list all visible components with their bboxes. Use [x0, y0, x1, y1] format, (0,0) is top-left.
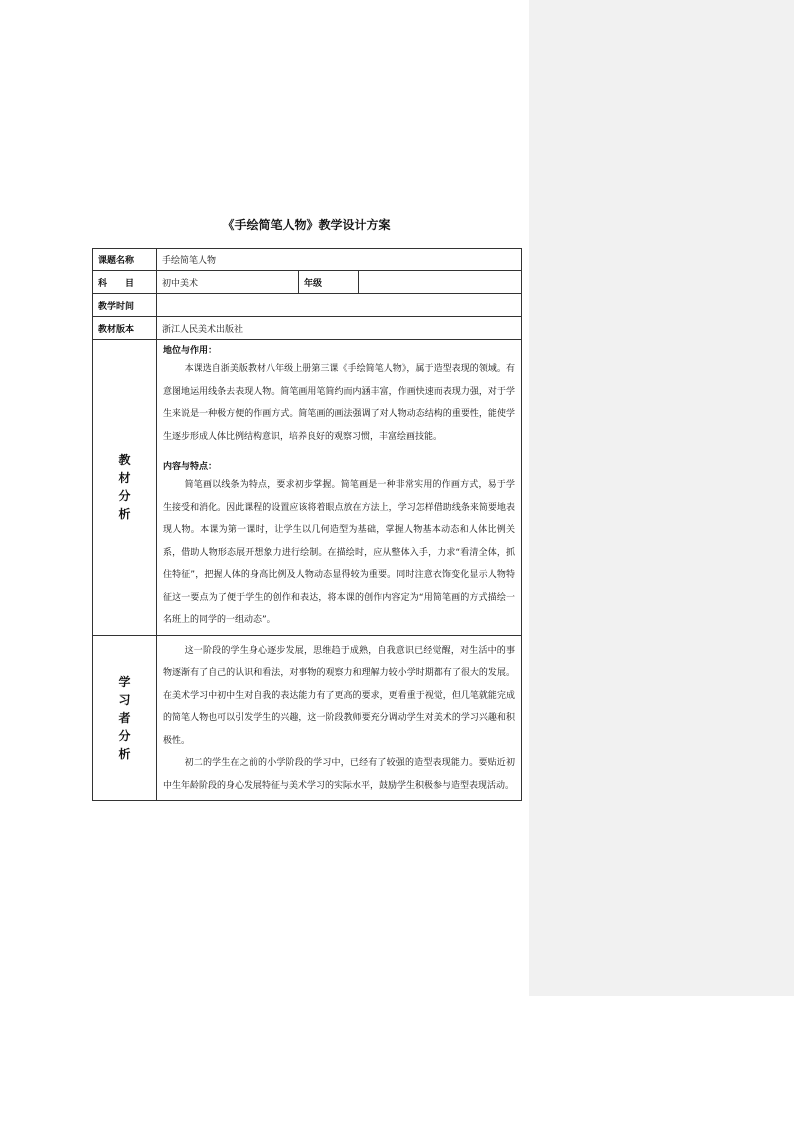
time-value — [157, 294, 522, 317]
subject-label: 科 目 — [93, 271, 157, 294]
document-title: 《手绘简笔人物》教学设计方案 — [222, 218, 391, 232]
table-row — [93, 635, 522, 801]
edition-label: 教材版本 — [93, 317, 157, 340]
time-label: 教学时间 — [93, 294, 157, 317]
table-row — [93, 271, 522, 294]
table-row — [93, 249, 522, 271]
content-text: 简笔画以线条为特点，要求初步掌握。简笔画是一种非常实用的作画方式，易于学生接受和消化。因此课程的设置应该将着眼点放在方法上，学习怎样借助线条来简要地表现人物。本课为第一课时，让学生以几何造型为基础，掌握人物基本动态和人体比例关系，借助人物形态展开想象力进行绘制。在描绘时，应从整体入手，力求“看清全体，抓住特征”，把握人体的身高比例及人物动态显得较为重要。同时注意衣饰变化显示人物特征这一要点为了便于学生的创作和表达，将本课的创作内容定为“用简笔画的方式描绘一名班上的同学的一组动态”。 — [163, 480, 515, 625]
textbook-analysis-content — [157, 340, 522, 636]
learner-para-2: 初二的学生在之前的小学阶段的学习中，已经有了较强的造型表现能力。要贴近初中生年龄阶段的身心发展特征与美术学习的实际水平，鼓励学生积极参与造型表现活动。 — [163, 758, 515, 791]
subject-value: 初中美术 — [157, 271, 299, 294]
position-text: 本课选自浙美版教材八年级上册第三课《手绘简笔人物》，属于造型表现的领域。有意图地运用线条去表现人物。简笔画用笔简约而内涵丰富，作画快速而表现力强，对于学生来说是一种极方便的作画方式。简笔画的画法强调了对人物动态结构的重要性，能使学生逐步形成人体比例结构意识，培养良好的观察习惯，丰富绘画技能。 — [163, 364, 515, 442]
position-heading: 地位与作用： — [163, 346, 218, 356]
textbook-analysis-label: 教 材 分 析 — [93, 340, 157, 636]
lesson-plan-table — [92, 248, 522, 801]
table-row — [93, 340, 522, 636]
grade-value — [359, 271, 522, 294]
edition-value: 浙江人民美术出版社 — [157, 317, 522, 340]
table-row — [93, 317, 522, 340]
topic-value: 手绘简笔人物 — [157, 249, 522, 271]
learner-para-1: 这一阶段的学生身心逐步发展，思维趋于成熟，自我意识已经觉醒，对生活中的事物逐渐有了自己的认识和看法，对事物的观察力和理解力较小学时期都有了很大的发展。在美术学习中初中生对自我的表达能力有了更高的要求，更看重于视觉，但几笔就能完成的简笔人物也可以引发学生的兴趣，这一阶段教师要充分调动学生对美术的学习兴趣和积极性。 — [163, 645, 515, 746]
learner-analysis-label: 学 习 者 分 析 — [93, 635, 157, 801]
table-row — [93, 294, 522, 317]
topic-label: 课题名称 — [93, 249, 157, 271]
learner-analysis-content — [157, 635, 522, 801]
grade-label: 年级 — [299, 271, 359, 294]
content-heading: 内容与特点： — [163, 462, 218, 472]
comment-pane — [529, 0, 794, 996]
